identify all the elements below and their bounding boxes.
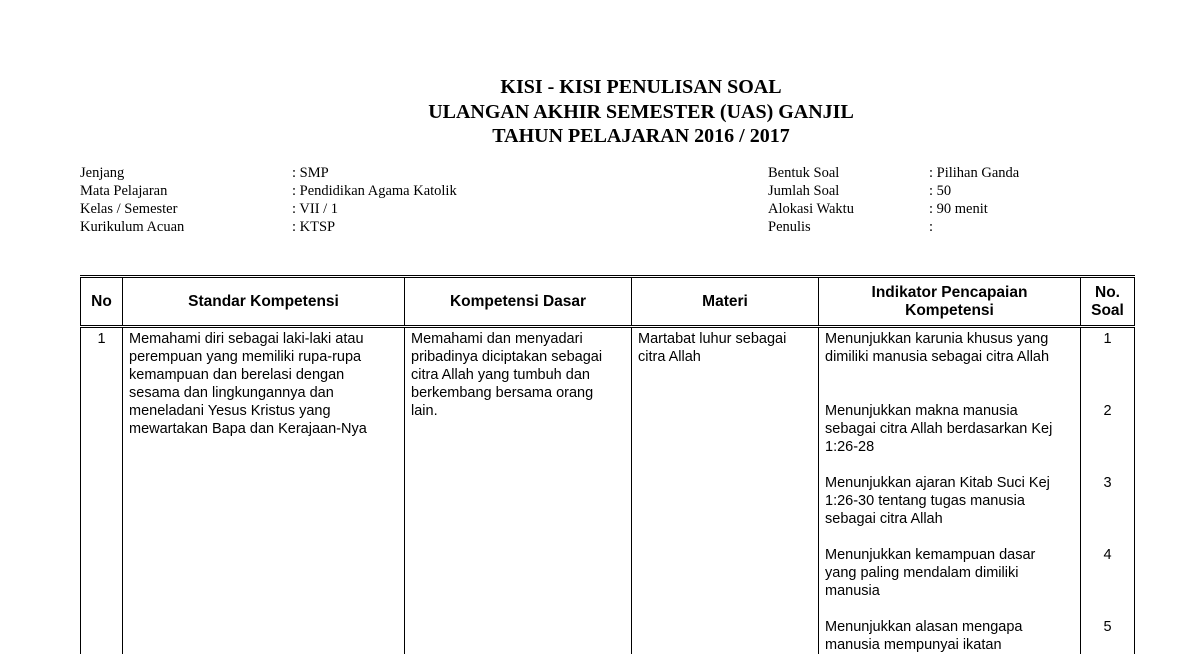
doc-title-line3: TAHUN PELAJARAN 2016 / 2017: [0, 125, 1200, 147]
sk-line: mewartakan Bapa dan Kerajaan-Nya: [129, 420, 398, 438]
info-label-jumlah: Jumlah Soal: [768, 182, 839, 200]
info-value-alokasi: : 90 menit: [929, 200, 988, 218]
indicator-line: 1:26-30 tentang tugas manusia: [825, 492, 1074, 510]
kd-line: pribadinya diciptakan sebagai: [411, 348, 625, 366]
soal-number-3: 3: [1087, 474, 1128, 528]
table-header-row: [81, 277, 1135, 327]
indicator-line: Menunjukkan ajaran Kitab Suci Kej: [825, 474, 1074, 492]
indicator-line: yang paling mendalam dimiliki: [825, 564, 1074, 582]
info-value-jenjang: : SMP: [292, 164, 329, 182]
indicator-line: sebagai citra Allah berdasarkan Kej: [825, 420, 1074, 438]
soal-number-2: 2: [1087, 402, 1128, 456]
header-no: No: [81, 277, 123, 327]
sk-line: Memahami diri sebagai laki-laki atau: [129, 330, 398, 348]
header-no-soal: [1081, 277, 1135, 327]
info-value-bentuk: : Pilihan Ganda: [929, 164, 1019, 182]
indicator-line: 1:26-28: [825, 438, 1074, 456]
header-indikator-line1: Indikator Pencapaian: [823, 284, 1076, 302]
indicator-line: manusia mempunyai ikatan: [825, 636, 1074, 654]
info-label-kurikulum: Kurikulum Acuan: [80, 218, 184, 236]
indicator-line: sebagai citra Allah: [825, 510, 1074, 528]
header-soal-line2: Soal: [1085, 302, 1130, 320]
info-value-kurikulum: : KTSP: [292, 218, 335, 236]
soal-number-4: 4: [1087, 546, 1128, 600]
cell-no-soal: [1081, 327, 1135, 654]
cell-materi: [632, 327, 819, 654]
doc-title-line1: KISI - KISI PENULISAN SOAL: [0, 76, 1200, 98]
sk-line: sesama dan lingkungannya dan: [129, 384, 398, 402]
cell-indikator: [819, 327, 1081, 654]
cell-standar-kompetensi: [123, 327, 405, 654]
soal-number-5: 5: [1087, 618, 1128, 636]
cell-no: 1: [81, 327, 123, 654]
indicator-line: Menunjukkan kemampuan dasar: [825, 546, 1074, 564]
header-indikator-line2: Kompetensi: [823, 302, 1076, 320]
indicator-item-5: [825, 618, 1074, 654]
soal-number-1: 1: [1087, 330, 1128, 384]
info-label-alokasi: Alokasi Waktu: [768, 200, 854, 218]
cell-kompetensi-dasar: [405, 327, 632, 654]
indicator-line: manusia: [825, 582, 1074, 600]
materi-line: Martabat luhur sebagai: [638, 330, 812, 348]
sk-line: kemampuan dan berelasi dengan: [129, 366, 398, 384]
indicator-item-4: [825, 546, 1074, 600]
header-standar-kompetensi: Standar Kompetensi: [123, 277, 405, 327]
info-value-kelas: : VII / 1: [292, 200, 338, 218]
indicator-line: Menunjukkan karunia khusus yang: [825, 330, 1074, 348]
info-value-mapel: : Pendidikan Agama Katolik: [292, 182, 457, 200]
header-soal-line1: No.: [1085, 284, 1130, 302]
indicator-line: [825, 366, 1074, 384]
info-label-bentuk: Bentuk Soal: [768, 164, 839, 182]
info-label-penulis: Penulis: [768, 218, 811, 236]
kd-line: berkembang bersama orang: [411, 384, 625, 402]
kd-line: lain.: [411, 402, 625, 420]
header-kompetensi-dasar: Kompetensi Dasar: [405, 277, 632, 327]
info-value-penulis: :: [929, 218, 933, 236]
indicator-item-2: [825, 402, 1074, 456]
indicator-item-1: [825, 330, 1074, 384]
sk-line: meneladani Yesus Kristus yang: [129, 402, 398, 420]
sk-line: perempuan yang memiliki rupa-rupa: [129, 348, 398, 366]
indicator-line: Menunjukkan alasan mengapa: [825, 618, 1074, 636]
header-indikator: [819, 277, 1081, 327]
indicator-line: dimiliki manusia sebagai citra Allah: [825, 348, 1074, 366]
kd-line: citra Allah yang tumbuh dan: [411, 366, 625, 384]
info-label-mapel: Mata Pelajaran: [80, 182, 167, 200]
info-label-kelas: Kelas / Semester: [80, 200, 177, 218]
indicator-item-3: [825, 474, 1074, 528]
info-value-jumlah: : 50: [929, 182, 951, 200]
indicator-line: Menunjukkan makna manusia: [825, 402, 1074, 420]
kisi-table: [80, 275, 1135, 654]
materi-line: citra Allah: [638, 348, 812, 366]
info-label-jenjang: Jenjang: [80, 164, 124, 182]
kd-line: Memahami dan menyadari: [411, 330, 625, 348]
table-row: [81, 327, 1135, 654]
doc-title-line2: ULANGAN AKHIR SEMESTER (UAS) GANJIL: [0, 101, 1200, 123]
header-materi: Materi: [632, 277, 819, 327]
